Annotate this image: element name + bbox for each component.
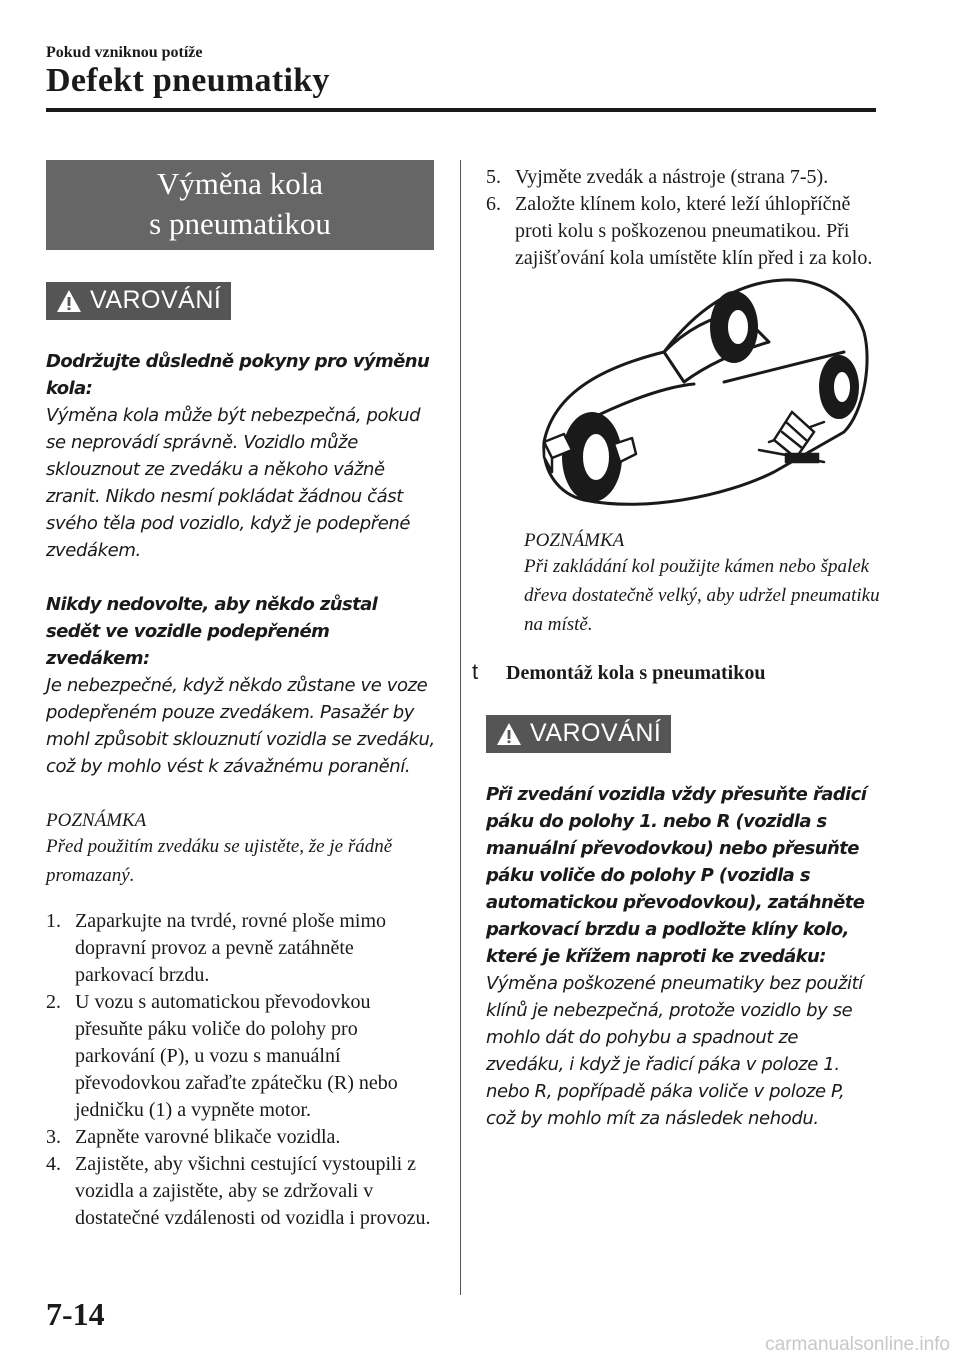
car-wheel-chock-illustration [524,272,874,517]
section-title-line1: Výměna kola [156,166,324,201]
warning-1-heading: Dodržujte důsledně pokyny pro výměnu kola: [46,351,430,399]
watermark: carmanualsonline.info [765,1334,950,1355]
list-item: 2. U vozu s automatickou převodovkou přesuňte páku voliče do polohy pro parkování (P), u vozu s manuální převodovkou zařaďte zpátečku (R) nebo jedničku (1) a vypněte motor. [46,991,398,1121]
warning-1-body: Výměna kola může být nebezpečná, pokud se neprovádí správně. Vozidlo může sklouznout ze zvedáku a někoho vážně zranit. Nikdo nesmí pokládat žádnou část svého těla pod vozidlo, když je podepřené zvedákem. [46,405,421,561]
page-title: Defekt pneumatiky [46,62,330,99]
warning-badge [46,282,231,320]
column-divider [460,160,461,1295]
note-2-text: Při zakládání kol použijte kámen nebo špalek dřeva dostatečně velký, aby udržel pneumatiku na místě. [524,556,880,635]
list-item: 6. Založte klínem kolo, které leží úhlopříčně proti kolu s poškozenou pneumatikou. Při zajišťování kola umístěte klín před i za kolo. [486,193,873,269]
list-item: 1. Zaparkujte na tvrdé, rovné ploše mimo dopravní provoz a pevně zatáhněte parkovací brzdu. [46,910,387,986]
warning-triangle-icon [496,722,522,746]
wheel-icon [819,355,859,419]
warning-text-1 [46,348,436,564]
left-column [46,160,436,1232]
list-item: 5. Vyjměte zvedák a nástroje (strana 7-5). [486,166,829,188]
steps-list-left [46,908,436,1232]
warning-label: VAROVÁNÍ [90,286,222,314]
right-column [472,160,886,1132]
note-1-heading: POZNÁMKA [46,810,147,831]
warning-badge [486,715,671,753]
list-item: 3. Zapněte varovné blikače vozidla. [46,1126,341,1148]
wheel-icon [710,291,758,363]
note-1-text: Před použitím zvedáku se ujistěte, že je řádně promazaný. [46,836,393,886]
warning-label: VAROVÁNÍ [530,719,662,747]
subheading-bullet-icon: t [472,659,479,684]
breadcrumb: Pokud vzniknou potíže [46,44,203,61]
note-2-heading: POZNÁMKA [524,530,625,551]
warning-text-3 [486,781,878,1132]
section-title-line2: s pneumatikou [149,206,331,241]
section-title-box [46,160,434,250]
warning-text-2 [46,591,436,780]
steps-list-right [486,164,886,272]
warning-2-heading: Nikdy nedovolte, aby někdo zůstal sedět ve vozidle podepřeném zvedákem: [46,594,378,669]
warning-3-heading: Při zvedání vozidla vždy přesuňte řadicí páku do polohy 1. nebo R (vozidla s manuální převodovkou) nebo přesuňte páku voliče do polohy P (vozidla s automatickou převodovkou), zatáhněte parkovací brzdu a podložte klíny kolo, které je křížem naproti ke zvedáku: [486,784,867,967]
page-number: 7-14 [46,1296,105,1332]
warning-triangle-icon [56,289,82,313]
note-1 [46,810,436,890]
warning-3-body: Výměna poškozené pneumatiky bez použití klínů je nebezpečná, protože vozidlo by se mohlo dát do pohybu a spadnout ze zvedáku, i když je řadicí páka v poloze 1. nebo R, popřípadě páka voliče v poloze P, což by mohlo mít za následek nehodu. [486,973,863,1129]
title-rule [46,108,876,112]
subheading [472,659,886,685]
list-item: 4. Zajistěte, aby všichni cestující vystoupili z vozidla a zajistěte, aby se zdržovali v dostatečné vzdálenosti od vozidla i provozu. [46,1153,431,1229]
jack-icon [759,412,824,462]
subheading-text: Demontáž kola s pneumatikou [506,662,766,684]
wheel-icon [562,412,622,502]
note-2 [524,530,886,639]
warning-2-body: Je nebezpečné, když někdo zůstane ve voze podepřeném pouze zvedákem. Pasažér by mohl způsobit sklouznutí vozidla se zvedáku, což by mohlo vést k závažnému poranění. [46,675,435,777]
